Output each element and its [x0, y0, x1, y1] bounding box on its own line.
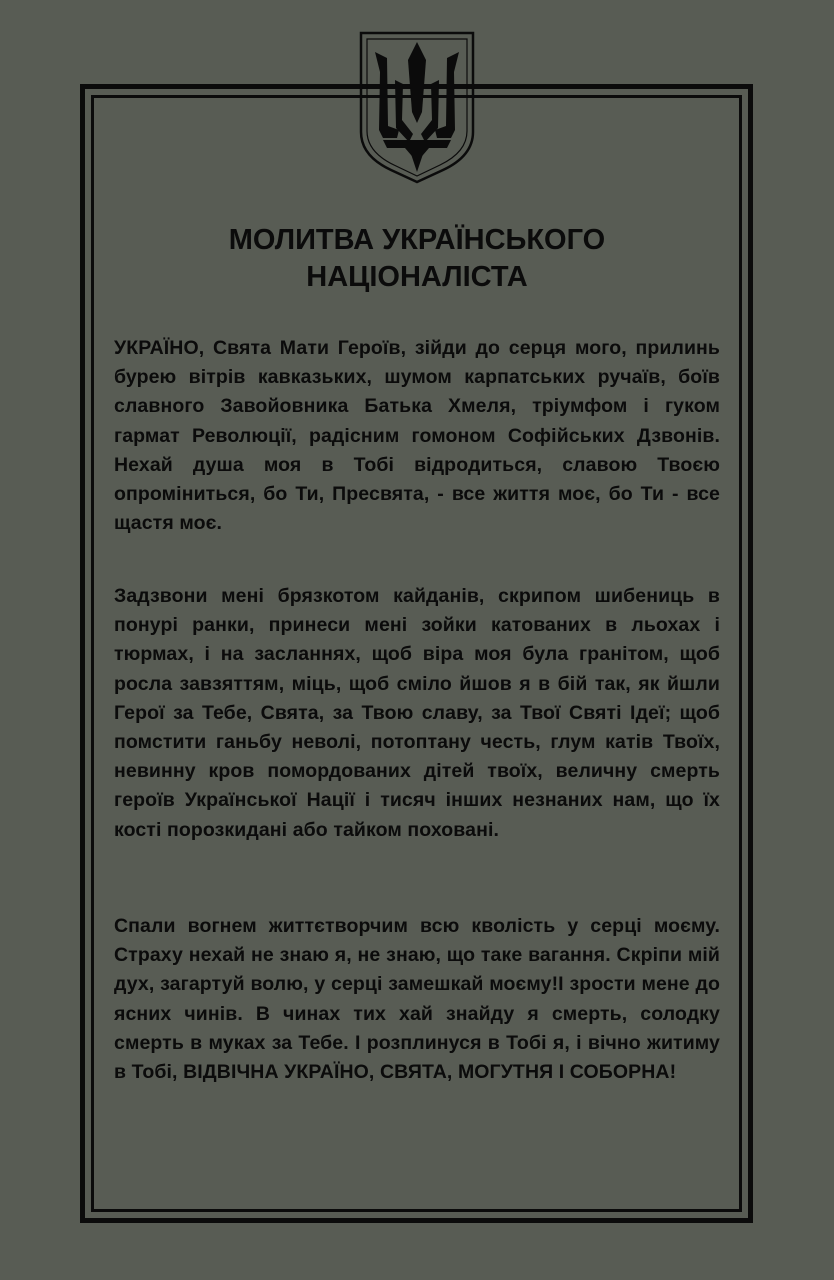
prayer-paragraph-3: Спали вогнем життєтворчим всю кволість у серці моєму. Страху нехай не знаю я, не знаю, що таке вагання. Скріпи мій дух, загартуй волю, у серці замешкай моєму!І зрости мене до ясних чинів. В чинах тих хай знайду я смерть, солодку смерть в муках за Тебе. І розплинуся в Тобі я, і вічно житиму в Тобі, ВІДВІЧНА УКРАЇНО, СВЯТА, МОГУТНЯ І СОБОРНА! — [114, 915, 720, 1084]
prayer-paragraph-2: Задзвони мені брязкотом кайданів, скрипом шибениць в понурі ранки, принеси мені зойки катованих в льохах і тюрмах, і на засланнях, щоб віра моя була гранітом, щоб росла завзяттям, міць, щоб сміло йшов я в бій так, як йшли Герої за Тебе, Свята, за Твою славу, за Твої Святі Ідеї; щоб помстити ганьбу неволі, потоптану честь, глум катів Твоїх, невинну кров помордованих дітей твоїх, величну смерть героїв Української Нації і тисяч інших незнаних нам, що їх кості порозкидані або тайком поховані. — [114, 585, 720, 841]
tryzub-coat-of-arms-icon — [355, 28, 479, 186]
prayer-paragraph-1: УКРАЇНО, Свята Мати Героїв, зійди до серця мого, прилинь бурею вітрів кавказьких, шумом карпатських ручаїв, боїв славного Завойовника Батька Хмеля, тріумфом і гуком гармат Революції, радісним гомоном Софійських Дзвонів. Нехай душа моя в Тобі відродиться, славою Твоєю опроміниться, бо Ти, Пресвята, - все життя моє, бо Ти - все щастя моє. — [114, 337, 720, 535]
prayer-title — [110, 222, 724, 296]
title-line-2: НАЦІОНАЛІСТА — [306, 261, 528, 293]
title-line-1: МОЛИТВА УКРАЇНСЬКОГО — [228, 224, 606, 256]
